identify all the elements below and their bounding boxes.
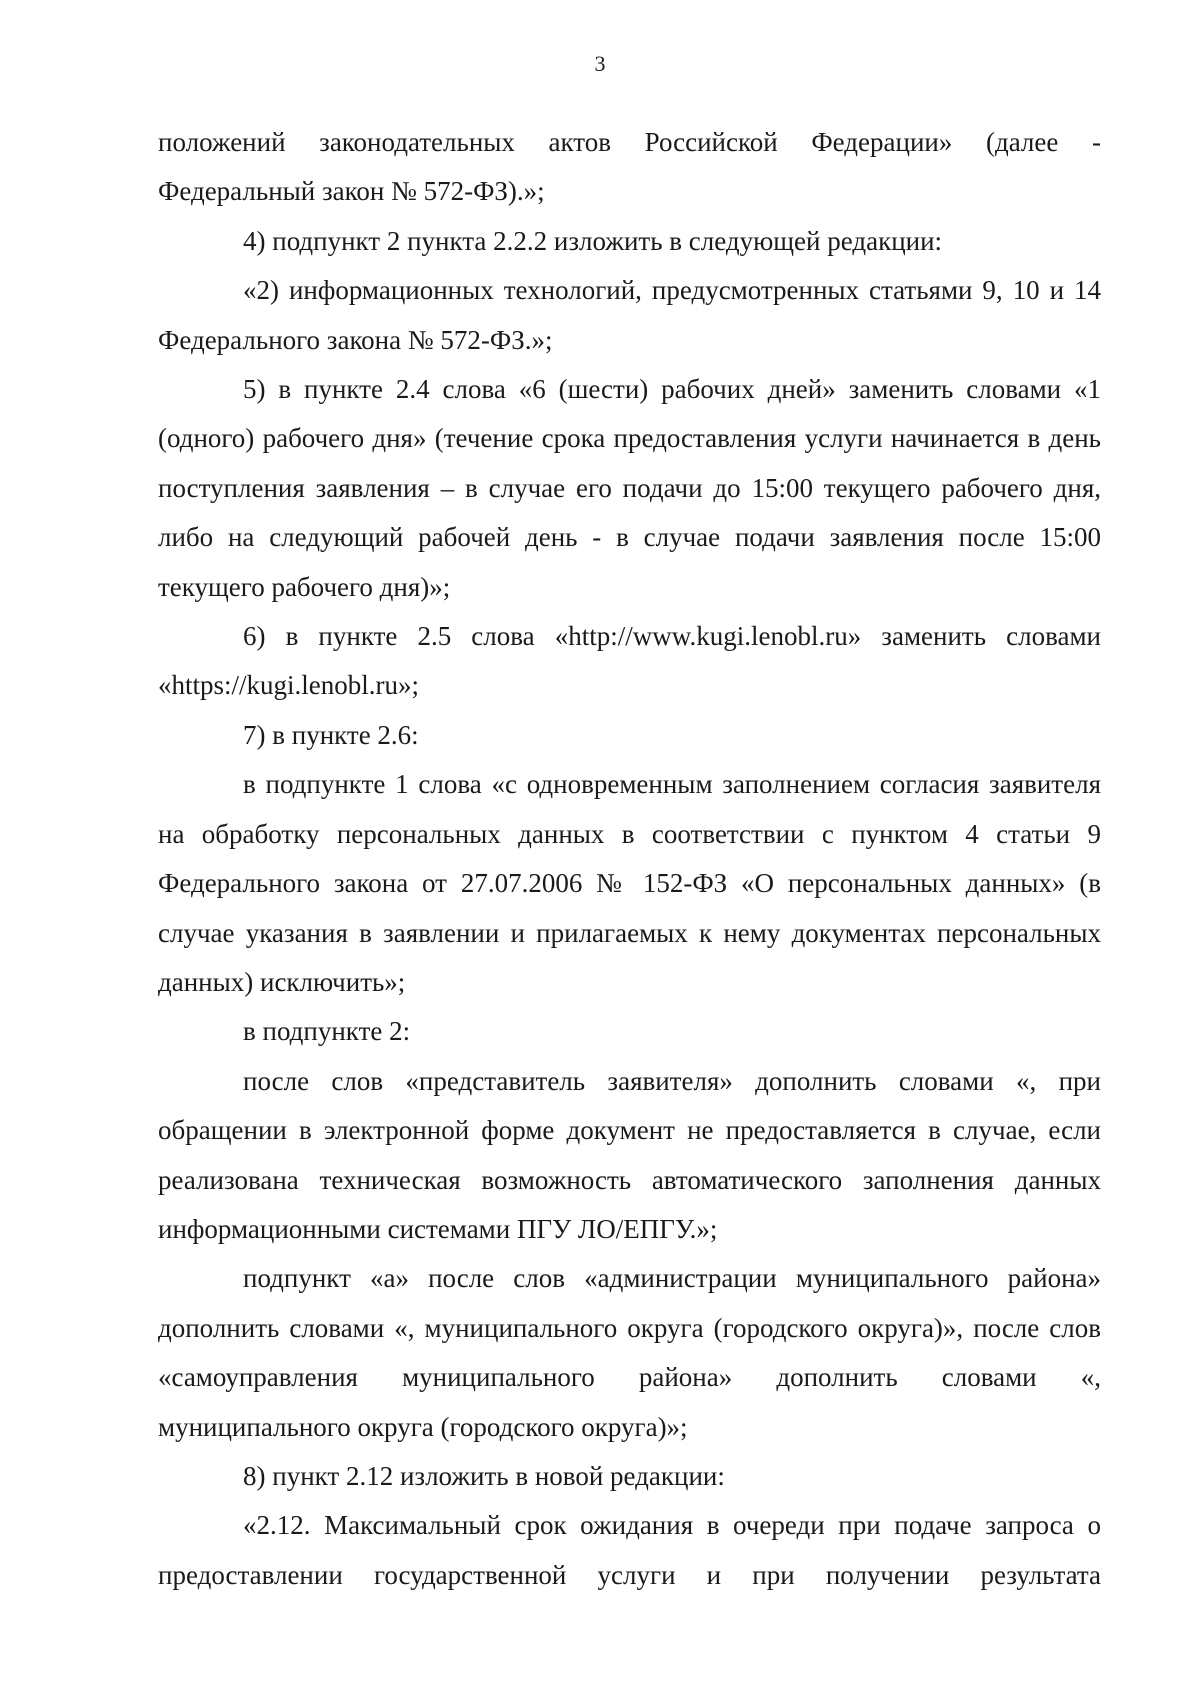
paragraph-item-8-text: «2.12. Максимальный срок ожидания в очереди при подаче запроса о предоставлении государственной услуги и при получении результата bbox=[158, 1510, 1101, 1590]
page-number: 3 bbox=[594, 51, 606, 76]
paragraph-subitem-2-amendment: после слов «представитель заявителя» дополнить словами «, при обращении в электронной форме документ не предоставляется в случае, если реализована техническая возможность автоматического заполнения данных информационными системами ПГУ ЛО/ЕПГУ.»; bbox=[158, 1065, 1101, 1244]
paragraph-item-4: 4) подпункт 2 пункта 2.2.2 изложить в следующей редакции: bbox=[243, 225, 943, 256]
paragraph-item-4-text: «2) информационных технологий, предусмотренных статьями 9, 10 и 14 Федерального закона № 572-ФЗ.»; bbox=[158, 275, 1101, 355]
paragraph-subitem-2: в подпункте 2: bbox=[243, 1016, 411, 1047]
document-body bbox=[158, 118, 1101, 1600]
paragraph-item-5: 5) в пункте 2.4 слова «6 (шести) рабочих дней» заменить словами «1 (одного) рабочего дня» (течение срока предоставления услуги начинается в день поступления заявления – в случае его подачи до 15:00 текущего рабочего дня, либо на следующий рабочей день - в случае подачи заявления после 15:00 текущего рабочего дня)»; bbox=[158, 374, 1101, 602]
paragraph-item-8: 8) пункт 2.12 изложить в новой редакции: bbox=[243, 1460, 725, 1491]
paragraph-subitem-a: подпункт «а» после слов «администрации муниципального района» дополнить словами «, муниципального округа (городского округа)», после слов «самоуправления муниципального района» дополнить словами «, муниципального округа (городского округа)»; bbox=[158, 1263, 1101, 1442]
paragraph-item-6: 6) в пункте 2.5 слова «http://www.kugi.lenobl.ru» заменить словами «https://kugi.lenobl.ru»; bbox=[158, 621, 1101, 701]
paragraph-subitem-1: в подпункте 1 слова «с одновременным заполнением согласия заявителя на обработку персональных данных в соответствии с пунктом 4 статьи 9 Федерального закона от 27.07.2006 № 152-ФЗ «О персональных данных» (в случае указания в заявлении и прилагаемых к нему документах персональных данных) исключить»; bbox=[158, 769, 1101, 997]
paragraph-item-7: 7) в пункте 2.6: bbox=[243, 719, 419, 750]
paragraph-continuation: положений законодательных актов Российской Федерации» (далее - Федеральный закон № 572-ФЗ).»; bbox=[158, 127, 1101, 207]
